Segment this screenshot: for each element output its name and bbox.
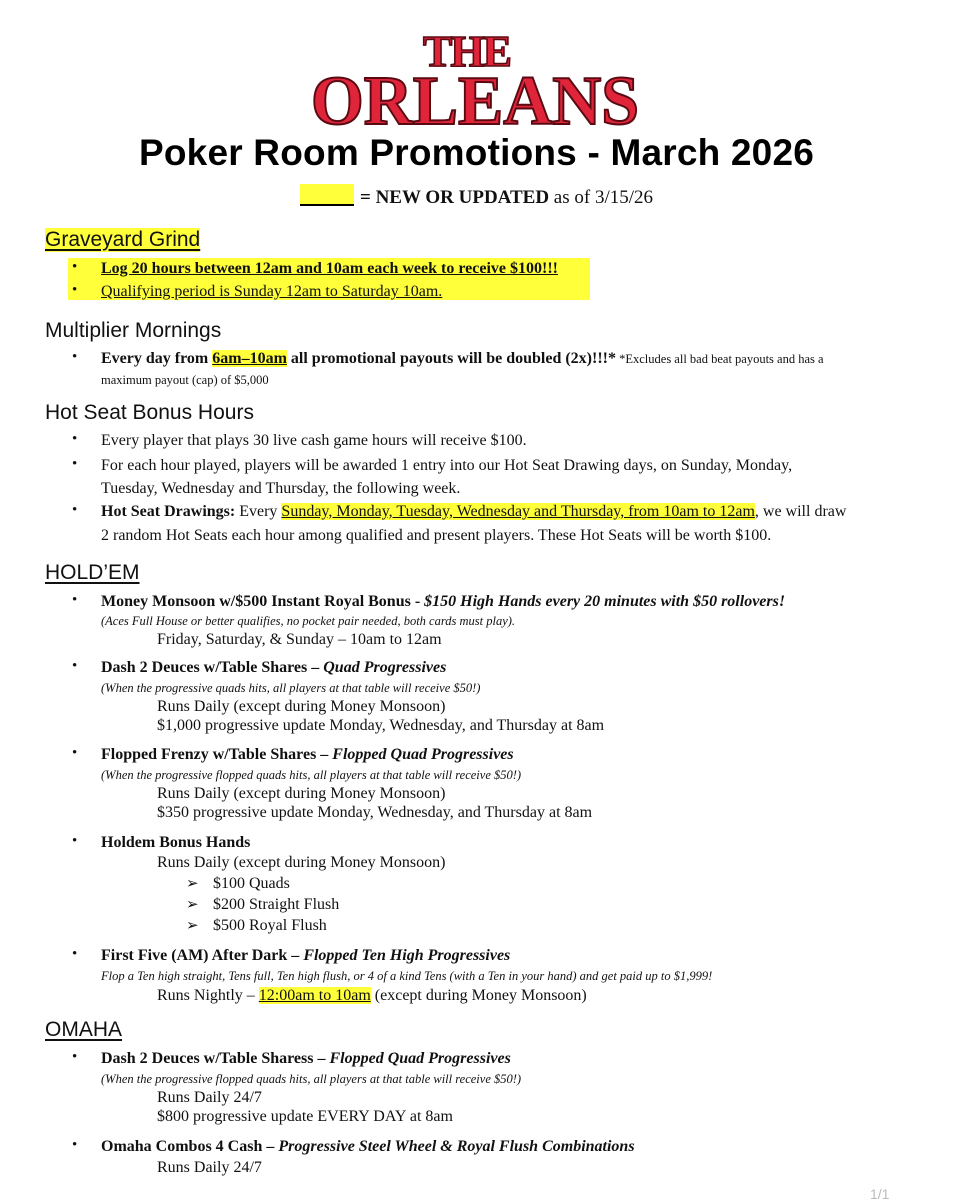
section-multiplier-mornings: Multiplier Mornings — [45, 319, 222, 342]
omaha-dash-update: $800 progressive update EVERY DAY at 8am — [157, 1108, 453, 1125]
graveyard-item-2: Qualifying period is Sunday 12am to Saturday 10am. — [101, 283, 443, 300]
arrow-bullet-icon: ➢ — [186, 918, 199, 934]
arrow-bullet-icon: ➢ — [186, 876, 199, 892]
bullet: • — [72, 282, 78, 298]
hotseat-item-1: Every player that plays 30 live cash game hours will receive $100. — [101, 432, 527, 449]
logo-the: THE — [423, 28, 510, 76]
bullet: • — [72, 745, 78, 761]
bonus-schedule: Runs Daily (except during Money Monsoon) — [157, 854, 446, 871]
bonus-item: $100 Quads — [213, 875, 290, 892]
omaha-dash-2-deuces: Dash 2 Deuces w/Table Sharess – Flopped Quad Progressives — [101, 1050, 511, 1067]
bullet: • — [72, 456, 78, 472]
bullet: • — [72, 1137, 78, 1153]
hotseat-item-3: Hot Seat Drawings: Every Sunday, Monday, Tuesday, Wednesday and Thursday, from 10am to 12am, we will draw — [101, 503, 847, 520]
omaha-dash-note: (When the progressive flopped quads hits, all players at that table will receive $50!) — [101, 1072, 522, 1086]
section-holdem: HOLD’EM — [45, 561, 140, 584]
omaha-combos: Omaha Combos 4 Cash – Progressive Steel Wheel & Royal Flush Combinations — [101, 1138, 635, 1155]
section-graveyard-grind: Graveyard Grind — [45, 228, 201, 251]
page-title: Poker Room Promotions - March 2026 — [138, 132, 815, 173]
omaha-combos-schedule: Runs Daily 24/7 — [157, 1159, 262, 1176]
highlight-swatch — [300, 184, 354, 206]
holdem-dash-2-deuces: Dash 2 Deuces w/Table Shares – Quad Progressives — [101, 659, 447, 676]
frenzy-schedule: Runs Daily (except during Money Monsoon) — [157, 785, 446, 802]
multiplier-note: maximum payout (cap) of $5,000 — [101, 373, 269, 387]
holdem-flopped-frenzy: Flopped Frenzy w/Table Shares – Flopped Quad Progressives — [101, 746, 514, 763]
holdem-bonus-hands: Holdem Bonus Hands — [101, 834, 251, 851]
legend: = NEW OR UPDATED as of 3/15/26 — [0, 184, 953, 209]
omaha-dash-schedule: Runs Daily 24/7 — [157, 1089, 262, 1106]
hotseat-item-2-cont: Tuesday, Wednesday and Thursday, the following week. — [101, 480, 461, 497]
money-monsoon-schedule: Friday, Saturday, & Sunday – 10am to 12am — [157, 631, 442, 648]
arrow-bullet-icon: ➢ — [186, 897, 199, 913]
bullet: • — [72, 502, 78, 518]
first-five-note: Flop a Ten high straight, Tens full, Ten high flush, or 4 of a kind Tens (with a Ten in your hand) and get paid up to $1,999! — [101, 969, 713, 983]
bullet: • — [72, 349, 78, 365]
logo-orleans: ORLEANS — [311, 63, 639, 134]
holdem-first-five: First Five (AM) After Dark – Flopped Ten High Progressives — [101, 947, 511, 964]
bullet: • — [72, 658, 78, 674]
frenzy-update: $350 progressive update Monday, Wednesday, and Thursday at 8am — [157, 804, 593, 821]
dash-schedule: Runs Daily (except during Money Monsoon) — [157, 698, 446, 715]
section-omaha: OMAHA — [45, 1018, 123, 1041]
graveyard-item-1: Log 20 hours between 12am and 10am each week to receive $100!!! — [101, 260, 558, 277]
dash-note: (When the progressive quads hits, all players at that table will receive $50!) — [101, 681, 481, 695]
first-five-schedule: Runs Nightly – 12:00am to 10am (except during Money Monsoon) — [157, 987, 587, 1004]
section-hot-seat: Hot Seat Bonus Hours — [45, 401, 254, 424]
hotseat-item-2: For each hour played, players will be awarded 1 entry into our Hot Seat Drawing days, on Sunday, Monday, — [101, 457, 793, 474]
bullet: • — [72, 431, 78, 447]
bullet: • — [72, 259, 78, 275]
hotseat-days: Sunday, Monday, Tuesday, Wednesday and Thursday, from 10am to 12am — [281, 503, 755, 520]
bullet: • — [72, 946, 78, 962]
bonus-item: $500 Royal Flush — [213, 917, 327, 934]
bullet: • — [72, 592, 78, 608]
bonus-item: $200 Straight Flush — [213, 896, 340, 913]
bullet: • — [72, 1049, 78, 1065]
legend-new: NEW OR UPDATED — [375, 187, 550, 208]
first-five-hours: 12:00am to 10am — [258, 987, 371, 1004]
frenzy-note: (When the progressive flopped quads hits, all players at that table will receive $50!) — [101, 768, 522, 782]
orleans-logo — [305, 28, 645, 134]
multiplier-item: Every day from 6am–10am all promotional payouts will be doubled (2x)!!!* *Excludes all bad beat payouts and has a — [101, 350, 824, 367]
dash-update: $1,000 progressive update Monday, Wednesday, and Thursday at 8am — [157, 717, 605, 734]
money-monsoon-note: (Aces Full House or better qualifies, no pocket pair needed, both cards must play). — [101, 614, 516, 628]
holdem-money-monsoon: Money Monsoon w/$500 Instant Royal Bonus - $150 High Hands every 20 minutes with $50 rollovers! — [101, 593, 786, 610]
page-number: 1/1 — [870, 1186, 890, 1202]
hotseat-item-3-cont: 2 random Hot Seats each hour among qualified and present players. These Hot Seats will be worth $100. — [101, 527, 772, 544]
bullet: • — [72, 833, 78, 849]
multiplier-hours: 6am–10am — [212, 350, 287, 367]
